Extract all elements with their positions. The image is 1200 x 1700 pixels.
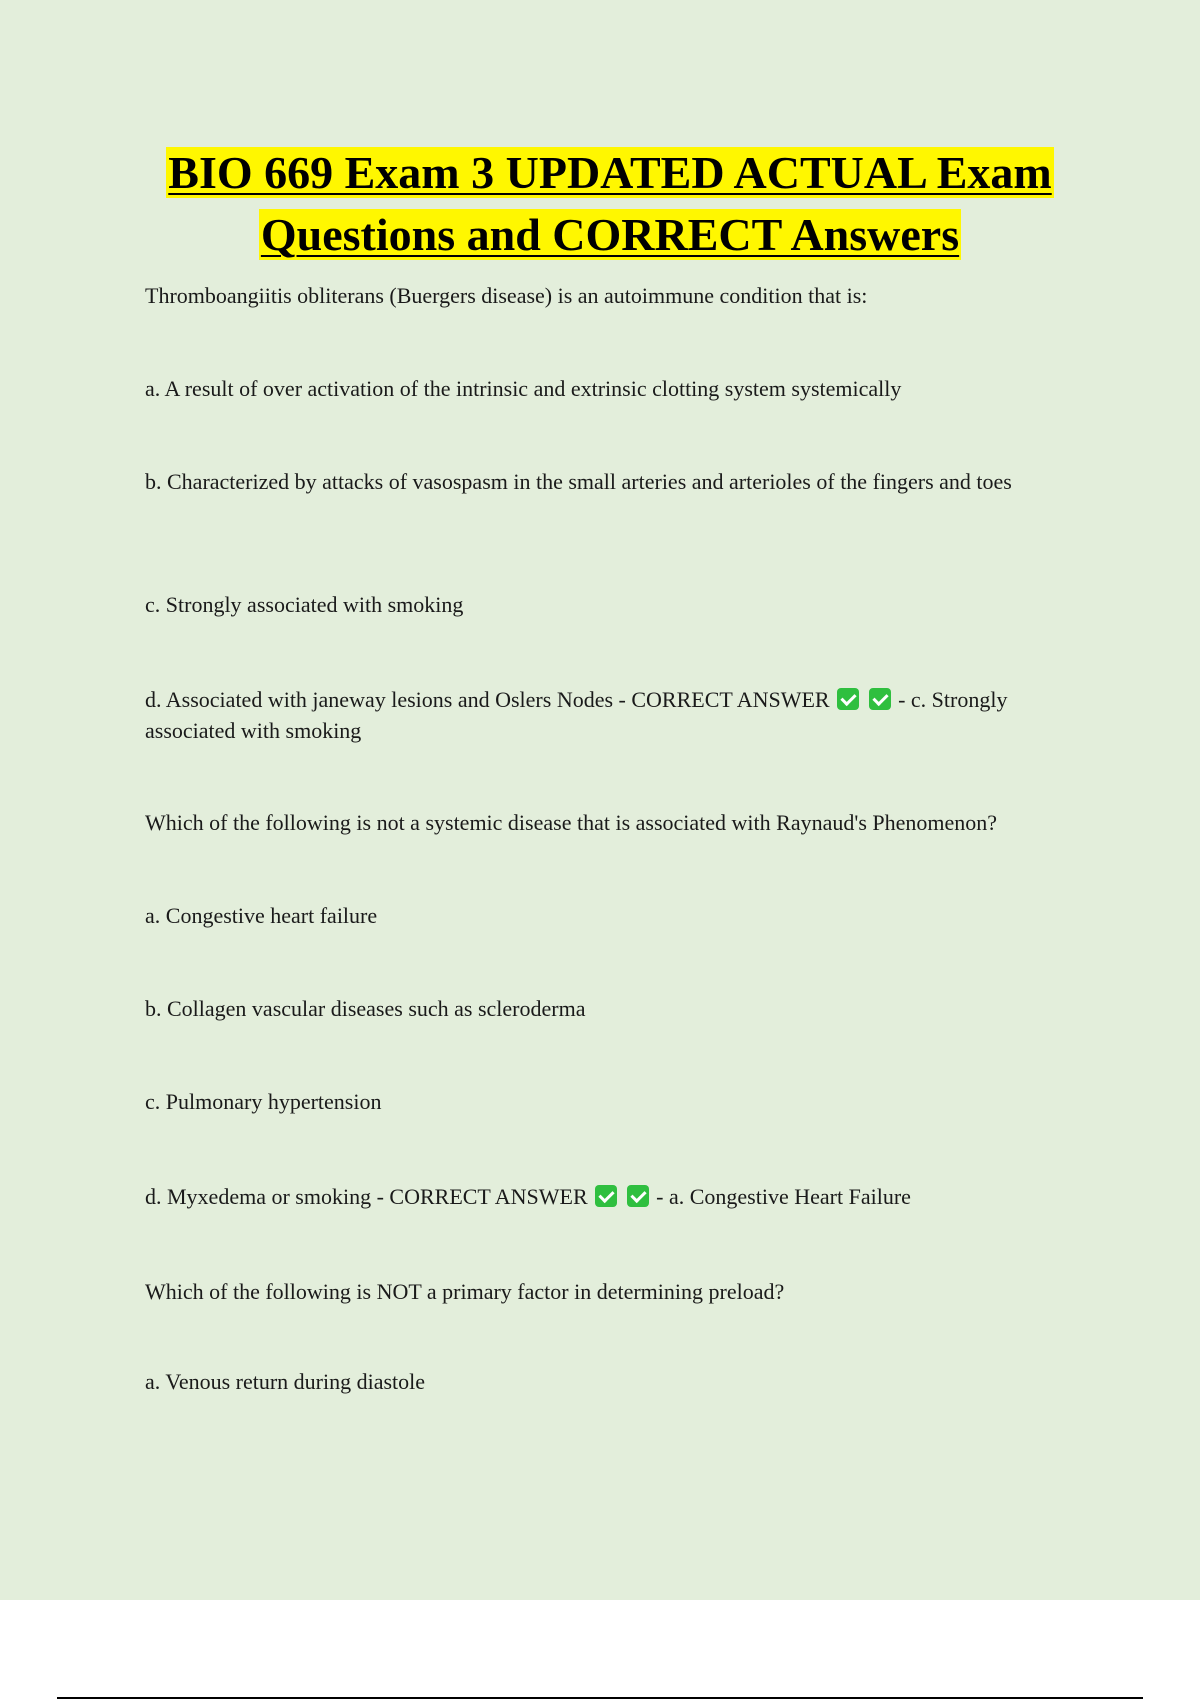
question-1-correct-answer: - c. Strongly associated with smoking — [145, 687, 1008, 743]
check-mark-icon — [869, 688, 891, 710]
question-2-option-c: c. Pulmonary hypertension — [145, 1089, 382, 1114]
question-1-option-d — [145, 684, 1095, 746]
question-2-option-b: b. Collagen vascular diseases such as scleroderma — [145, 996, 586, 1021]
document-title — [130, 142, 1090, 266]
question-2-correct-answer: - a. Congestive Heart Failure — [650, 1184, 911, 1209]
title-line-1: BIO 669 Exam 3 UPDATED ACTUAL Exam — [168, 147, 1052, 198]
question-3-text: Which of the following is NOT a primary factor in determining preload? — [145, 1279, 785, 1304]
question-1-option-b: b. Characterized by attacks of vasospasm in the small arteries and arterioles of the fingers and toes — [145, 469, 1012, 494]
question-1-option-d-label: d. Associated with janeway lesions and Oslers Nodes - CORRECT ANSWER — [145, 687, 830, 712]
question-2-option-d — [145, 1181, 1095, 1212]
question-2-text: Which of the following is not a systemic disease that is associated with Raynaud's Phenomenon? — [145, 810, 998, 835]
question-3-option-a: a. Venous return during diastole — [145, 1369, 426, 1394]
question-2-option-d-label: d. Myxedema or smoking - CORRECT ANSWER — [145, 1184, 588, 1209]
check-mark-icon — [837, 688, 859, 710]
question-1-option-c: c. Strongly associated with smoking — [145, 592, 464, 617]
question-2-option-a: a. Congestive heart failure — [145, 903, 378, 928]
check-mark-icon — [627, 1185, 649, 1207]
footer-divider — [57, 1697, 1143, 1699]
question-1-option-a: a. A result of over activation of the intrinsic and extrinsic clotting system systemically — [145, 376, 902, 401]
question-1-text: Thromboangiitis obliterans (Buergers disease) is an autoimmune condition that is: — [145, 283, 868, 308]
title-line-2: Questions and CORRECT Answers — [260, 209, 960, 260]
check-mark-icon — [595, 1185, 617, 1207]
